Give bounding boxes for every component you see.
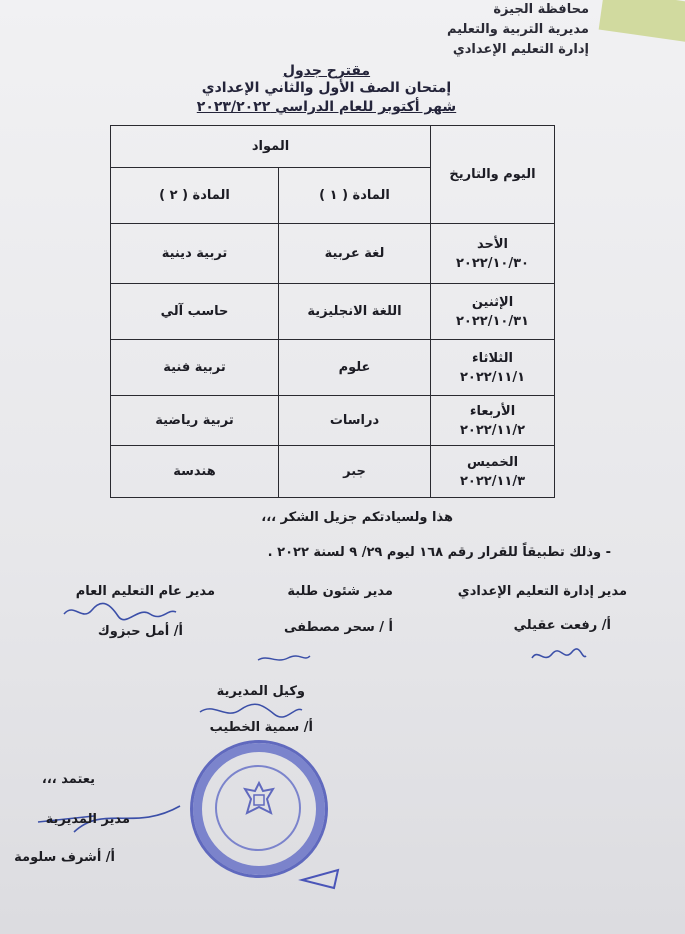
day-cell xyxy=(431,446,555,498)
subject-1-cell: جبر xyxy=(279,446,431,498)
signature-scribble-deputy xyxy=(196,700,306,722)
day-cell xyxy=(431,340,555,396)
day-date: ٢٠٢٢/١١/١ xyxy=(459,369,526,385)
day-name: الأربعاء xyxy=(469,403,516,419)
exam-schedule-table xyxy=(110,125,555,498)
table-row xyxy=(111,224,555,284)
signature-scribble-left xyxy=(60,600,180,624)
subject-1-cell: دراسات xyxy=(279,396,431,446)
title-period: شهر أكتوبر للعام الدراسي ٢٠٢٣/٢٠٢٢ xyxy=(196,99,457,115)
sig-name-right: أ/ رفعت عقيلي xyxy=(513,618,611,633)
sig-name-director: أ/ أشرف سلومة xyxy=(14,850,115,865)
official-stamp xyxy=(190,740,328,878)
day-cell xyxy=(431,284,555,340)
table-header-row xyxy=(111,126,555,168)
day-date: ٢٠٢٢/١٠/٣٠ xyxy=(456,255,529,271)
table-row xyxy=(111,284,555,340)
table-row xyxy=(111,396,555,446)
eagle-emblem-icon xyxy=(239,779,275,817)
header-subjects: المواد xyxy=(111,126,431,168)
sig-title-left: مدير عام التعليم العام xyxy=(75,584,215,599)
header-day-date: اليوم والتاريخ xyxy=(431,126,555,224)
tape-strip xyxy=(599,0,685,42)
subject-2-cell: تربية دينية xyxy=(111,224,279,284)
subject-2-cell: تربية فنية xyxy=(111,340,279,396)
sig-title-director: مدير المديرية xyxy=(45,812,130,827)
subject-1-cell: اللغة الانجليزية xyxy=(279,284,431,340)
subject-1-cell: علوم xyxy=(279,340,431,396)
decision-reference: - وذلك تطبيقاً للقرار رقم ١٦٨ ليوم ٢٩/ ٩ لسنة ٢٠٢٢ . xyxy=(267,545,611,560)
day-date: ٢٠٢٢/١١/٢ xyxy=(459,422,526,438)
approval-label: يعتمد ،،، xyxy=(41,772,95,787)
subject-2-cell: حاسب آلي xyxy=(111,284,279,340)
day-date: ٢٠٢٢/١١/٣ xyxy=(459,473,526,489)
header-governorate: محافظة الجيزة xyxy=(493,2,589,17)
table-row xyxy=(111,340,555,396)
day-name: الثلاثاء xyxy=(472,350,513,366)
subject-2-cell: تربية رياضية xyxy=(111,396,279,446)
subject-1-cell: لغة عربية xyxy=(279,224,431,284)
sig-title-right: مدير إدارة التعليم الإعدادي xyxy=(457,584,627,599)
header-subject-2: المادة ( ٢ ) xyxy=(111,168,279,224)
sig-name-left: أ/ أمل حبزوك xyxy=(97,624,183,639)
sig-title-deputy: وكيل المديرية xyxy=(216,684,305,699)
sig-name-deputy: أ/ سمية الخطيب xyxy=(209,720,313,735)
day-cell xyxy=(431,224,555,284)
header-directorate: مديرية التربية والتعليم xyxy=(446,22,589,37)
day-name: الأحد xyxy=(476,236,508,252)
title-exam: إمتحان الصف الأول والثاني الإعدادي xyxy=(201,80,452,96)
sig-name-middle: أ / سحر مصطفى xyxy=(283,620,393,635)
header-subject-1: المادة ( ١ ) xyxy=(279,168,431,224)
sig-title-middle: مدير شئون طلبة xyxy=(287,584,393,599)
table-row xyxy=(111,446,555,498)
stamp-smudge xyxy=(298,862,342,892)
day-name: الإثنين xyxy=(471,294,514,310)
subject-2-cell: هندسة xyxy=(111,446,279,498)
closing-thanks: هذا ولسيادتكم جزيل الشكر ،،، xyxy=(261,510,453,525)
header-administration: إدارة التعليم الإعدادي xyxy=(452,42,589,57)
signature-scribble-middle xyxy=(254,650,314,668)
day-cell xyxy=(431,396,555,446)
day-date: ٢٠٢٢/١٠/٣١ xyxy=(456,313,529,329)
title-proposal: مقترح جدول xyxy=(282,63,371,79)
signature-scribble-right xyxy=(528,646,588,666)
day-name: الخميس xyxy=(466,454,519,470)
